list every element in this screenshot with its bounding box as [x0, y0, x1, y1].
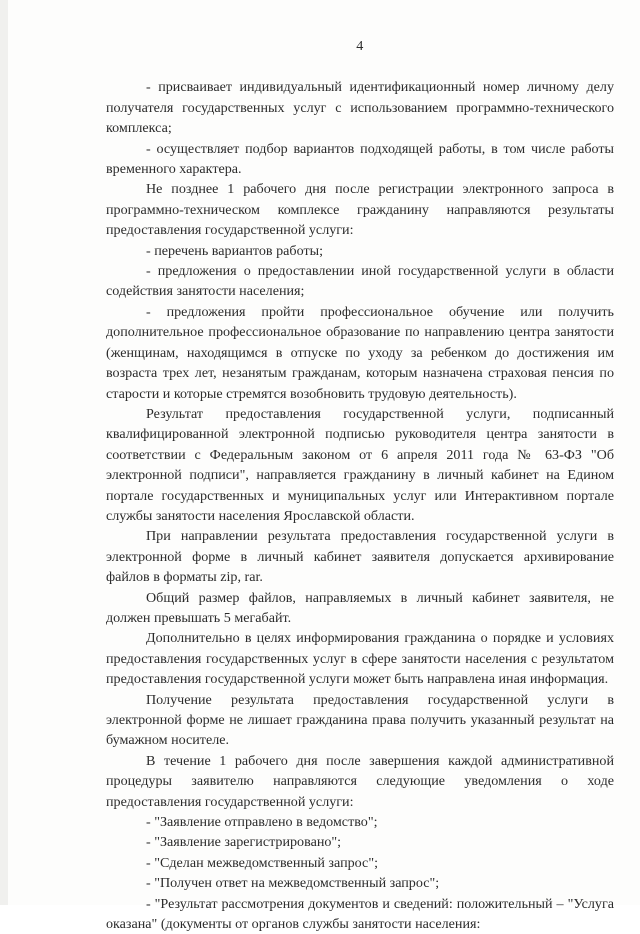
list-item: - предложения о предоставлении иной государственной услуги в области содействия занятости населения; — [106, 263, 614, 300]
scan-edge — [0, 0, 8, 905]
list-item: - "Сделан межведомственный запрос"; — [146, 854, 378, 871]
paragraph: В течение 1 рабочего дня после завершения каждой административной процедуры заявителю направляются следующие уведомления о ходе предоставления государственной услуги: — [106, 752, 614, 810]
list-item: - "Заявление зарегистрировано"; — [146, 834, 342, 851]
paragraph: - осуществляет подбор вариантов подходящей работы, в том числе работы временного характера. — [106, 140, 614, 178]
paragraph: Получение результата предоставления государственной услуги в электронной форме не лишает гражданина права получить указанный результат на бумажном носителе. — [106, 691, 614, 749]
list-item: - перечень вариантов работы; — [146, 242, 323, 259]
paragraph: Дополнительно в целях информирования гражданина о порядке и условиях предоставления государственных услуг в сфере занятости населения с результатом предоставления государственной услуги может быть направлена иная информация. — [106, 630, 614, 688]
paragraph: При направлении результата предоставления государственной услуги в электронной форме в личный кабинет заявителя допускается архивирование файлов в форматы zip, rar. — [106, 528, 614, 586]
list-item: - "Заявление отправлено в ведомство"; — [146, 814, 378, 831]
list-item: - предложения пройти профессиональное обучение или получить дополнительное профессиональное образование по направлению центра занятости (женщинам, находящимся в отпуске по уходу за ребенком до достижения им возраста трех лет, незанятым гражданам, которым назначена страховая пенсия по старости и которые стремятся возобновить трудовую деятельность). — [106, 303, 614, 402]
list-item: - "Получен ответ на межведомственный запрос"; — [146, 875, 440, 892]
page-number: 4 — [356, 38, 364, 54]
list-item: - "Результат рассмотрения документов и сведений: положительный – "Услуга оказана" (документы от органов службы занятости населения: — [106, 895, 614, 933]
paragraph: - присваивает индивидуальный идентификационный номер личному делу получателя государственных услуг с использованием программно-технического комплекса; — [106, 79, 614, 137]
paragraph: Не позднее 1 рабочего дня после регистрации электронного запроса в программно-техническом комплексе гражданину направляются результаты предоставления государственной услуги: — [106, 181, 614, 239]
paragraph: Результат предоставления государственной услуги, подписанный квалифицированной электронной подписью руководителя центра занятости в соответствии с Федеральным законом от 6 апреля 2011 года № 63-ФЗ "Об электронной подписи", направляется гражданину в личный кабинет на Едином портале государственных и муниципальных услуг или Интерактивном портале службы занятости населения Ярославской области. — [106, 405, 614, 524]
paragraph: Общий размер файлов, направляемых в личный кабинет заявителя, не должен превышать 5 мегабайт. — [106, 589, 614, 626]
